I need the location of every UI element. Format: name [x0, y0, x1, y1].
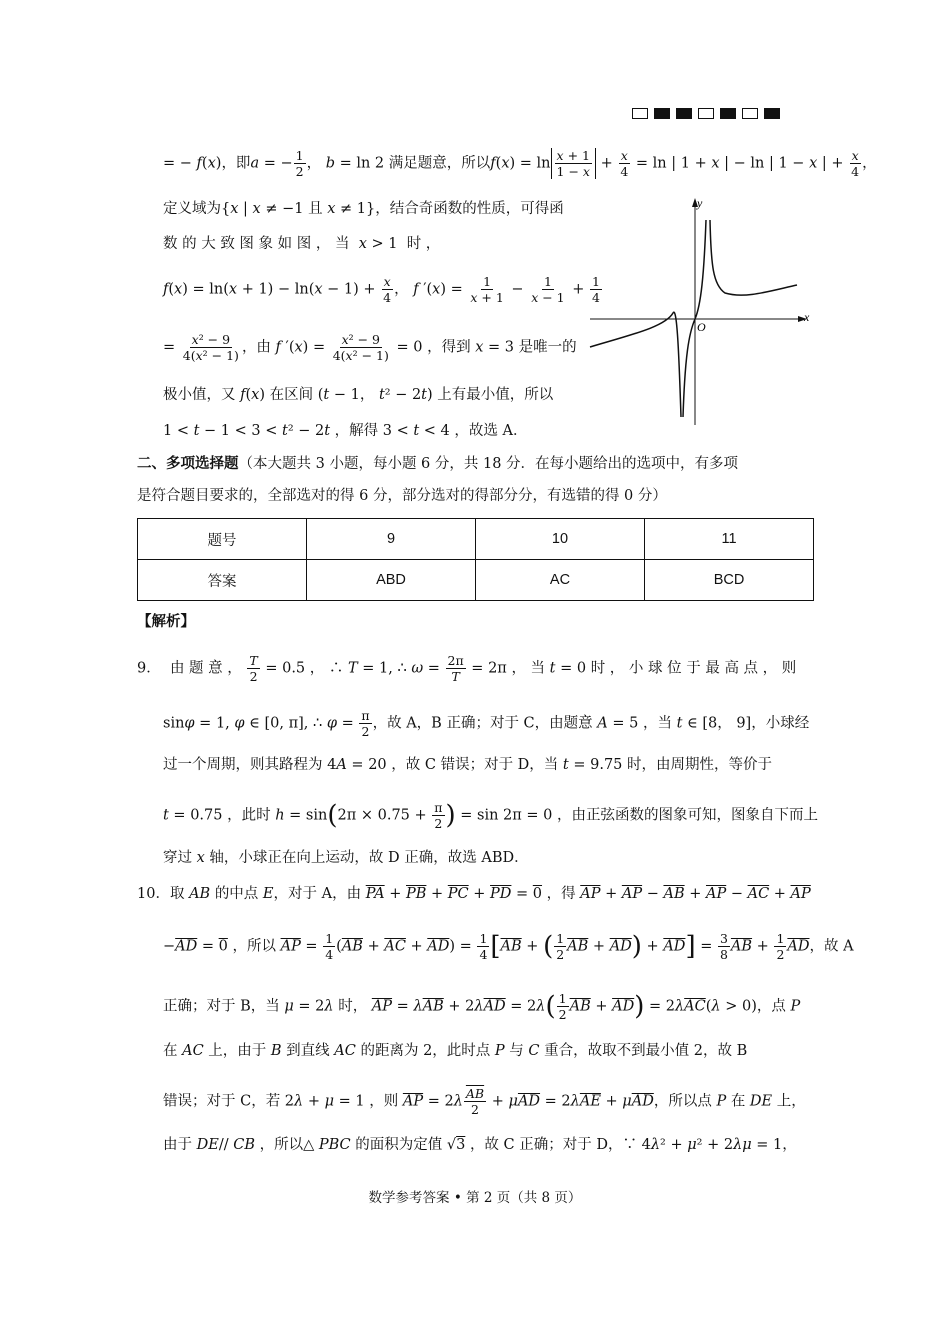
solution-line: 数 的 大 致 图 象 如 图 ， 当 x > 1 时 ，: [163, 236, 441, 252]
marker-filled: [720, 108, 736, 119]
origin-label: O: [697, 320, 706, 334]
table-cell: BCD: [645, 560, 814, 601]
left-branch: [590, 312, 681, 417]
marker-empty: [632, 108, 648, 119]
page-markers: [632, 108, 780, 119]
q9-line: t = 0.75 ，此时 h = sin(2π × 0.75 + $\frac{\pi}{2}$ ) = sin 2π = 0 ，由正弦函数的图象可知，图象自下而上: [163, 800, 819, 831]
table-cell: ABD: [307, 560, 476, 601]
table-row: [138, 519, 814, 560]
answer-table: [137, 518, 814, 601]
right-branch: [710, 220, 797, 295]
table-cell: 10: [476, 519, 645, 560]
solution-line: 1 < t − 1 < 3 < t² − 2t ，解得 3 < t < 4 ，故选 A．: [163, 423, 528, 439]
section-desc: 是符合题目要求的，全部选对的得 6 分，部分选对的得部分分，有选错的得 0 分）: [137, 488, 667, 504]
q10-line: 10．取 AB 的中点 E，对于 A，由 $\overline{PA} + \overline{PB} + \overline{PC} + \overline{PD} = 0$ ，得 $\overline{AP} + \overline{AP} - \overline{AB} + \overline{AP} - \overline{AC} + \overline{AP}$: [137, 886, 811, 902]
solution-line: = $\frac{\text{x² − 9}}{\text{4(x² − 1)}}$ ，由 f ′(x) = $\frac{\text{x² − 9}}{\text{4(x² − 1)}}$ = 0 ，得到 x = 3 是唯一的: [163, 332, 577, 363]
solution-line: 定义域为{x | x ≠ −1 且 x ≠ 1}，结合奇函数的性质，可得函: [163, 201, 564, 217]
q10-line: 正确；对于 B，当 μ = 2λ 时， $\overline{AP} = \lambda\overline{AB} + 2\lambda\overline{AD} = 2\lambda$( $\frac{1}{2}$ $\overline{AB} + \overline{AD}) = 2\lambda\overline{AC}(\lambda > 0)$，点 P: [163, 991, 801, 1022]
marker-empty: [742, 108, 758, 119]
function-graph: [585, 195, 815, 430]
marker-empty: [698, 108, 714, 119]
q9-line: 过一个周期，则其路程为 4A = 20 ，故 C 错误；对于 D，当 t = 9.75 时，由周期性，等价于: [163, 757, 773, 773]
table-cell: AC: [476, 560, 645, 601]
q10-line: 由于 DE// CB ，所以△ PBC 的面积为定值 √3 ，故 C 正确；对于 D，∵ 4λ² + μ² + 2λμ = 1，: [163, 1137, 797, 1153]
solution-line: f(x) = ln(x + 1) − ln(x − 1) + $\frac{x}{4}$ ， f ′(x) = $\frac{1}{x + 1}$ − $\frac{1}{x - 1}$ + $\frac{1}{4}$: [163, 274, 600, 305]
marker-filled: [676, 108, 692, 119]
table-cell: 题号: [138, 519, 307, 560]
solution-line: 极小值，又 f(x) 在区间 (t − 1， t² − 2t) 上有最小值，所以: [163, 387, 554, 403]
q9-line: sinφ = 1, φ ∈ [0, π], ∴ φ = $\frac{\pi}{2}$ ，故 A，B 正确；对于 C，由题意 A = 5 ，当 t ∈ [8， 9]，小球经: [163, 708, 810, 739]
marker-filled: [764, 108, 780, 119]
section-heading: 二、多项选择题（本大题共 3 小题，每小题 6 分，共 18 分．在每小题给出的选项中，有多项: [137, 456, 739, 472]
q10-line: 在 AC 上，由于 B 到直线 AC 的距离为 2，此时点 P 与 C 重合，故取不到最小值 2，故 B: [163, 1043, 748, 1059]
solution-line: = − f(x)，即a = − $\frac{1}{2}$ ， b = ln 2 满足题意，所以f(x) = ln $\frac{x + 1}{1 - x}$ + $\frac{x}{4}$ = ln | 1 + x | − ln | 1 − x | + $\frac{x}{4}$ ，: [163, 148, 877, 179]
table-cell: 答案: [138, 560, 307, 601]
y-label: y: [697, 196, 703, 210]
q9-line: 9． 由 题 意 ， $\frac{T}{2}$ = 0.5 ， ∴ T = 1, ∴ ω = $\frac{2\pi}{T}$ = 2π ， 当 t = 0 时 ， 小 球 位 于 最 高 点 ， 则: [137, 653, 797, 684]
table-cell: 11: [645, 519, 814, 560]
x-label: x: [804, 310, 810, 324]
table-cell: 9: [307, 519, 476, 560]
marker-filled: [654, 108, 670, 119]
table-row: [138, 560, 814, 601]
q10-line: 错误；对于 C，若 2λ + μ = 1 ，则 $\overline{AP} = 2\lambda$ $\frac{\overline{AB}}{2}$ + $\mu\overline{AD} = 2\lambda\overline{AE} + \mu\overline{AD}$，所以点 P 在 DE 上，: [163, 1086, 806, 1117]
q10-line: $-\overline{AD} = 0$ ，所以 $\overline{AP}$ = $\frac{1}{4}$ $(\overline{AB} + \overline{AC} + \overline{AD})$ = $\frac{1}{4}$ [$\overline{AB}$ + ( $\frac{1}{2}$ $\overline{AB} + \overline{AD}) + \overline{AD}$] = $\frac{3}{8}$ $\overline{AB}$ + $\frac{1}{2}$ $\overline{AD}$，故 A: [163, 931, 854, 962]
page-footer: 数学参考答案 • 第 2 页（共 8 页）: [368, 1190, 582, 1206]
analysis-label: 【解析】: [137, 614, 195, 630]
q9-line: 穿过 x 轴，小球正在向上运动，故 D 正确，故选 ABD．: [163, 850, 529, 866]
